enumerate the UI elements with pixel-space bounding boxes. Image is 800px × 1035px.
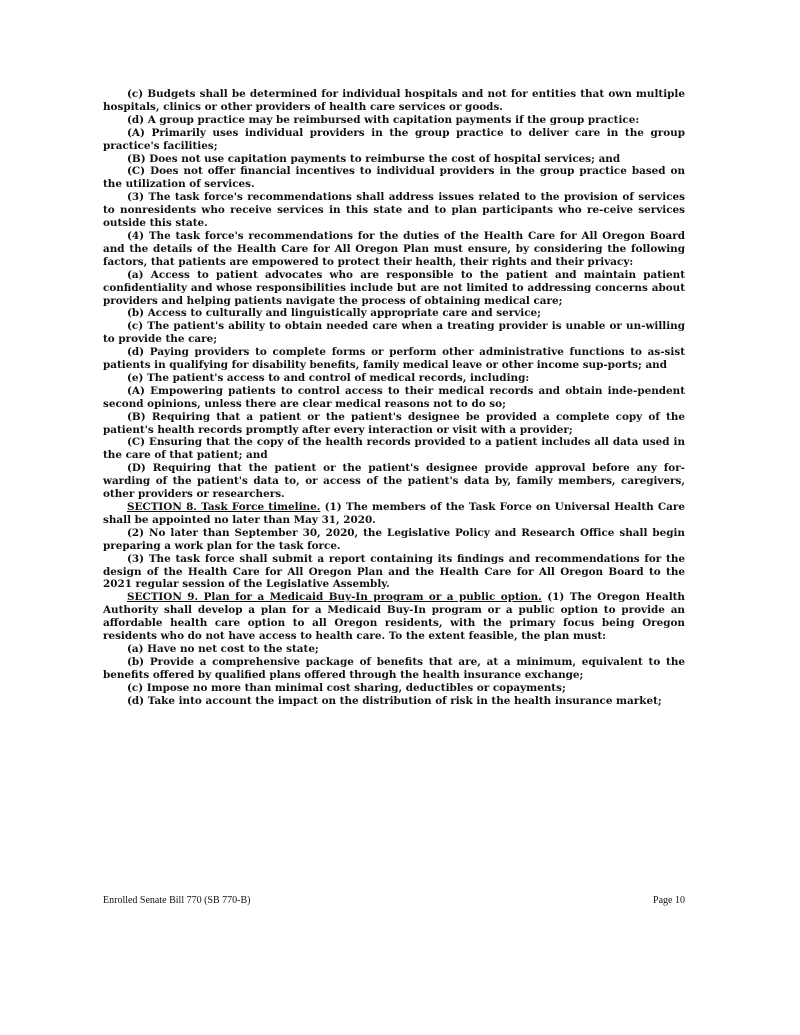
- paragraph: (C) Does not offer financial incentives to individual providers in the group practice based on the utilization of services.: [103, 165, 685, 191]
- paragraph: (3) The task force shall submit a report containing its findings and recommendations for the design of the Health Care for All Oregon Plan and the Health Care for All Oregon Board to the 2021 regular session of the Legislative Assembly.: [103, 552, 685, 591]
- paragraph: (c) Budgets shall be determined for individual hospitals and not for entities that own multiple hospitals, clinics or other providers of health care services or goods.: [103, 88, 685, 113]
- paragraph: (d) Paying providers to complete forms or perform other administrative functions to as-sist patients in qualifying for disability benefits, family medical leave or other income sup-ports; and: [103, 346, 685, 372]
- paragraph: (2) No later than September 30, 2020, the Legislative Policy and Research Office shall begin preparing a work plan for the task force.: [103, 526, 685, 552]
- section-9: [103, 591, 685, 643]
- paragraph: (A) Primarily uses individual providers in the group practice to deliver care in the group practice's facilities;: [103, 126, 685, 152]
- paragraph: (e) The patient's access to and control of medical records, including:: [127, 371, 530, 384]
- paragraph: (C) Ensuring that the copy of the health records provided to a patient includes all data used in the care of that patient; and: [103, 436, 685, 462]
- paragraph: (a) Have no net cost to the state;: [127, 642, 319, 655]
- footer-page-number: Page 10: [653, 895, 685, 906]
- paragraph: (d) A group practice may be reimbursed with capitation payments if the group practice:: [127, 113, 640, 126]
- paragraph: (b) Provide a comprehensive package of benefits that are, at a minimum, equivalent to the benefits offered by qualified plans offered through the health insurance exchange;: [103, 655, 685, 681]
- paragraph: (4) The task force's recommendations for the duties of the Health Care for All Oregon Board and the details of the Health Care for All Oregon Plan must ensure, by considering the following factors, that patients are empowered to protect their health, their rights and their privacy:: [103, 229, 685, 268]
- section-9-heading: SECTION 9. Plan for a Medicaid Buy-In program or a public option.: [127, 591, 542, 604]
- paragraph: (c) The patient's ability to obtain needed care when a treating provider is unable or un-willing to provide the care;: [103, 320, 685, 346]
- paragraph: (d) Take into account the impact on the distribution of risk in the health insurance market;: [127, 694, 662, 707]
- paragraph: (b) Access to culturally and linguistically appropriate care and service;: [127, 307, 541, 320]
- paragraph: (D) Requiring that the patient or the patient's designee provide approval before any for-warding of the patient's data to, or access of the patient's data by, family members, caregivers, other providers or researchers.: [103, 462, 685, 501]
- section-8-text: (1) The members of the Task Force on Universal Health Care shall be appointed no later than May 31, 2020.: [103, 501, 685, 526]
- paragraph: (3) The task force's recommendations shall address issues related to the provision of services to nonresidents who receive services in this state and to plan participants who re-ceive services outside this state.: [103, 191, 685, 230]
- section-8-heading: SECTION 8. Task Force timeline.: [127, 501, 321, 513]
- section-9-text: (1) The Oregon Health Authority shall develop a plan for a Medicaid Buy-In program or a public option to provide an affordable health care option to all Oregon residents, with the primary focus being Oregon residents who do not have access to health care. To the extent feasible, the plan must:: [103, 591, 685, 643]
- paragraph: (B) Requiring that a patient or the patient's designee be provided a complete copy of the patient's health records promptly after every interaction or visit with a provider;: [103, 410, 685, 436]
- document-body: [103, 88, 685, 708]
- footer-bill-title: Enrolled Senate Bill 770 (SB 770-B): [103, 895, 251, 906]
- paragraph: (B) Does not use capitation payments to reimburse the cost of hospital services; and: [127, 152, 621, 165]
- paragraph: (A) Empowering patients to control access to their medical records and obtain inde-pendent second opinions, unless there are clear medical reasons not to do so;: [103, 384, 685, 410]
- paragraph: (a) Access to patient advocates who are responsible to the patient and maintain patient confidentiality and whose responsibilities include but are not limited to addressing concerns about providers and helping patients navigate the process of obtaining medical care;: [103, 268, 685, 307]
- section-8: [103, 501, 685, 527]
- paragraph: (c) Impose no more than minimal cost sharing, deductibles or copayments;: [127, 681, 566, 694]
